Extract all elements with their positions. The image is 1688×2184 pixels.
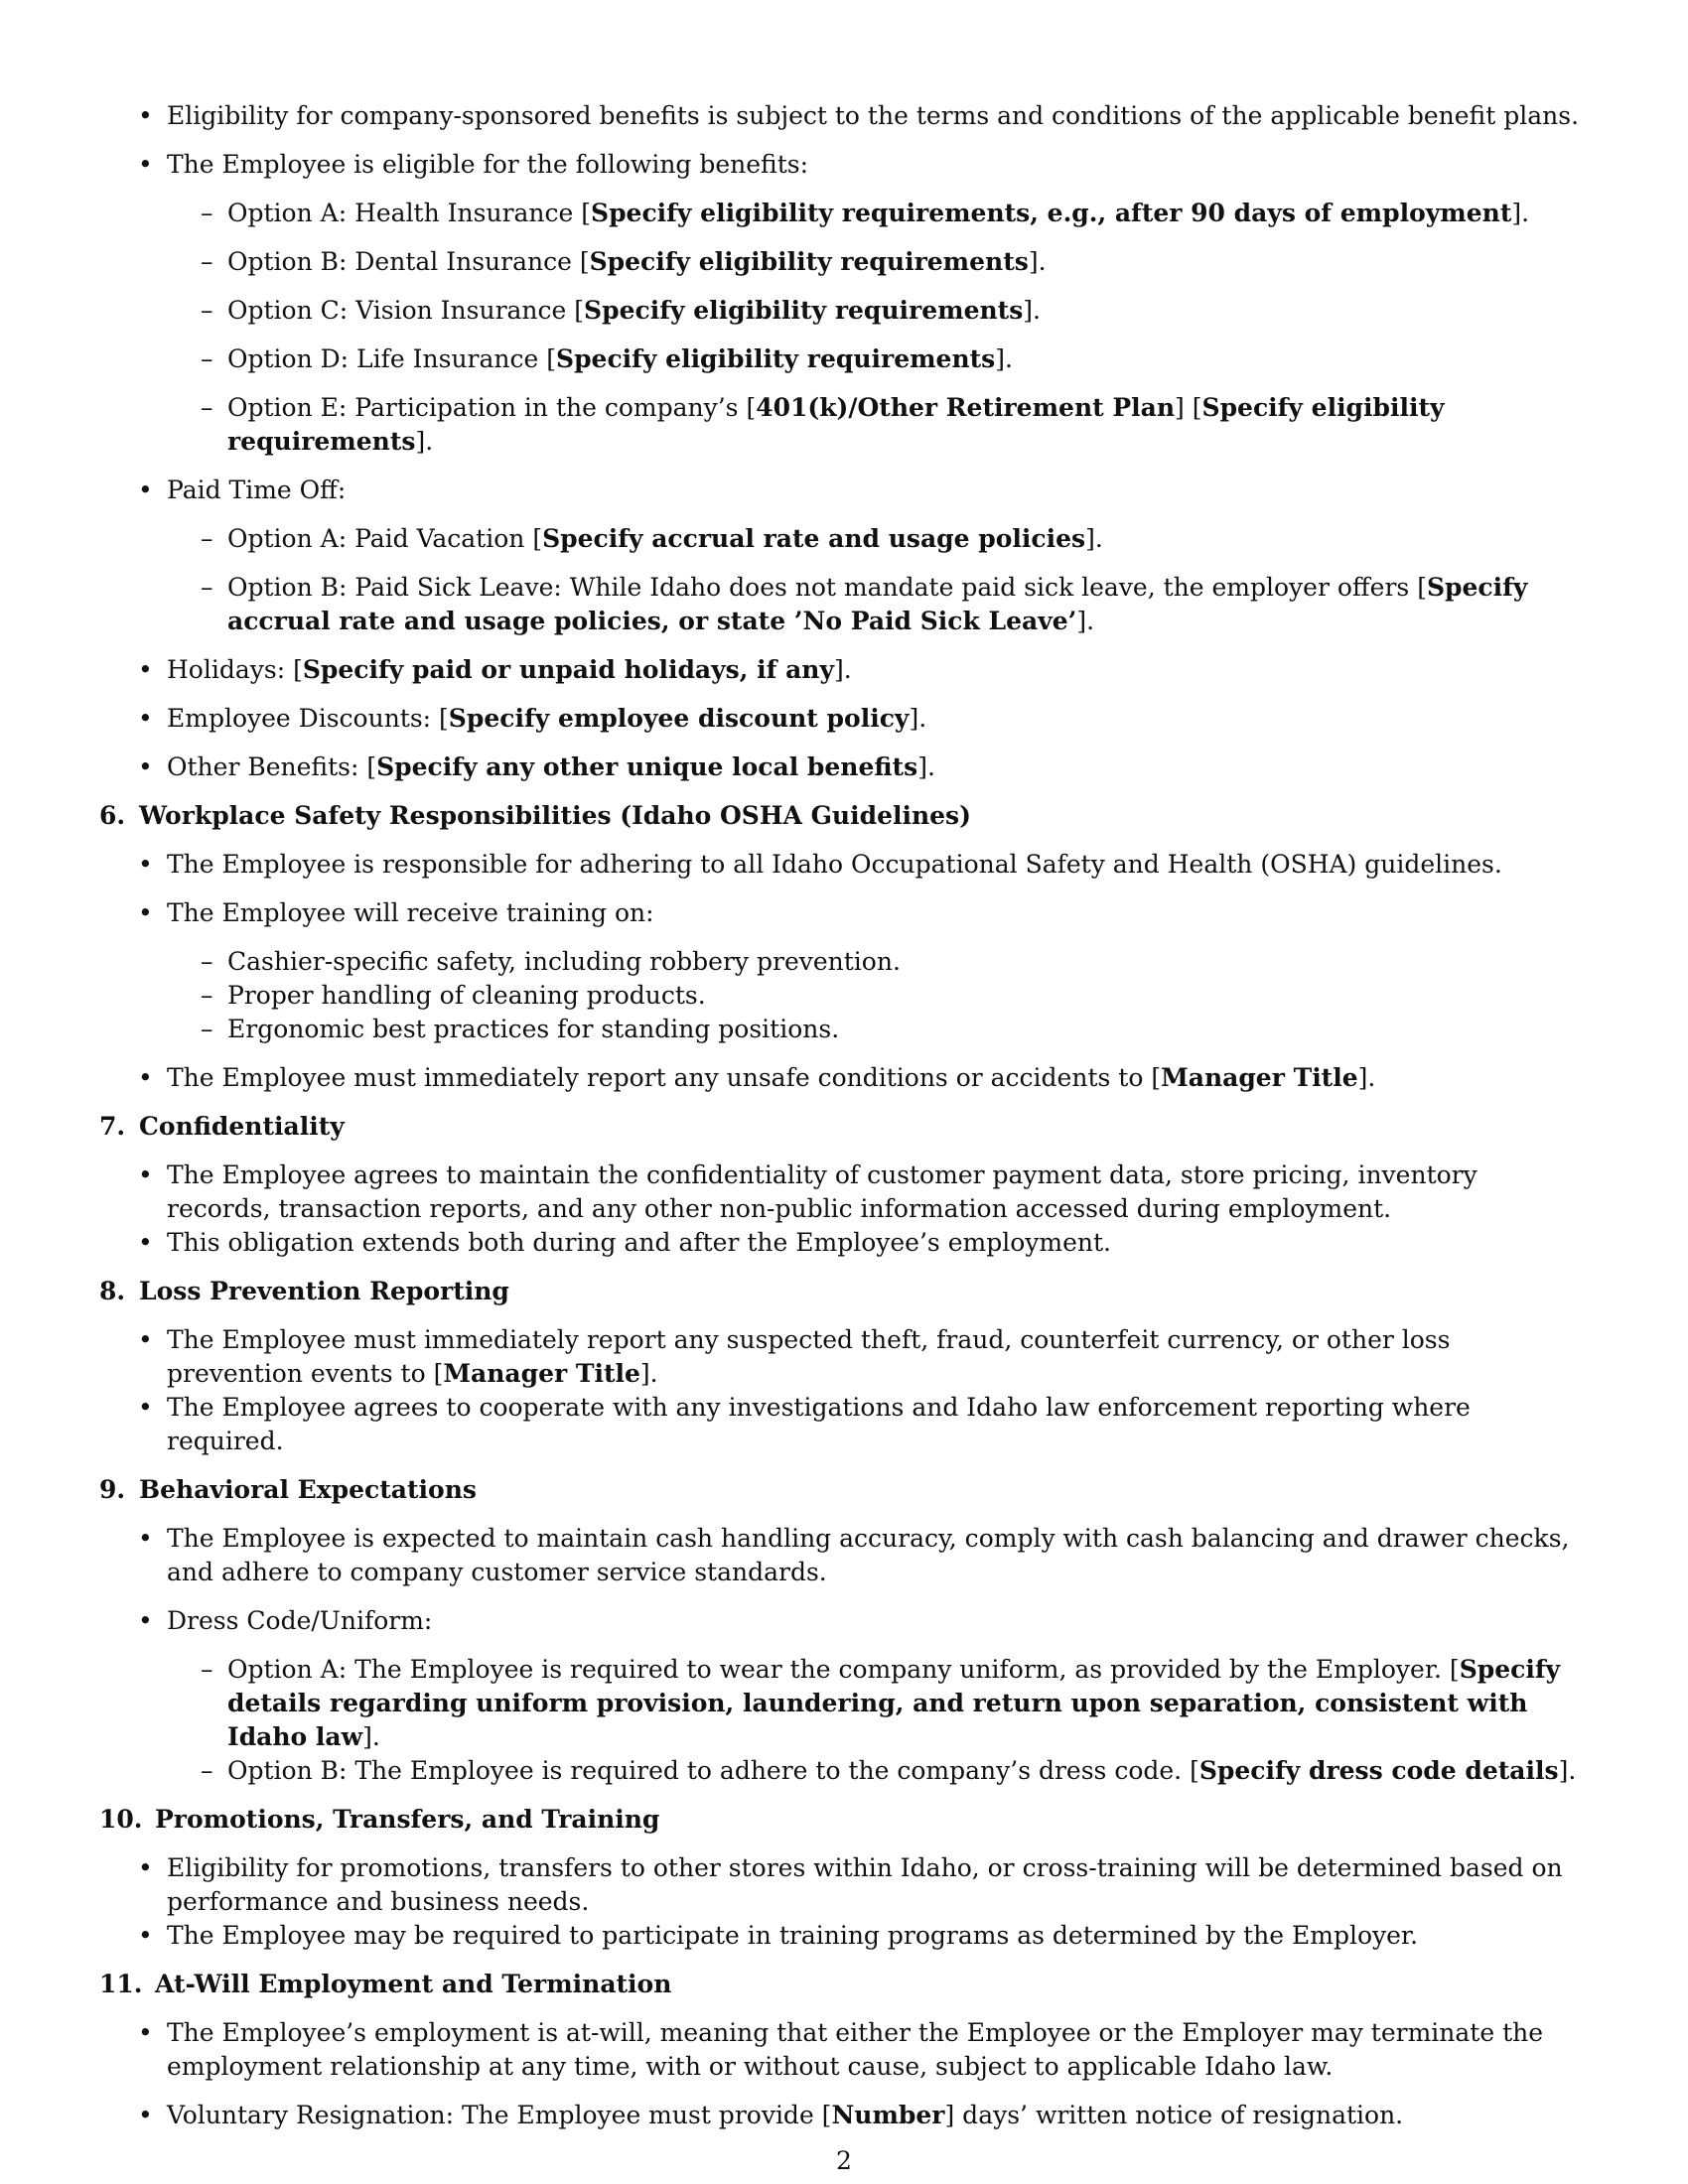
list-item: • The Employee will receive training on: – Cashier-specific safety, including robbery prevention. – Proper handling of cleaning products. – Ergonomic best practices for standing positions. bbox=[99, 896, 1589, 1046]
sub-list-item: – Option A: Health Insurance [Specify eligibility requirements, e.g., after 90 days of employment]. bbox=[167, 197, 1589, 230]
list-item: • Employee Discounts: [Specify employee discount policy]. bbox=[99, 702, 1589, 736]
section-9-list bbox=[99, 1522, 1589, 1788]
section-heading: 8. Loss Prevention Reporting bbox=[99, 1277, 509, 1305]
training-list bbox=[167, 945, 1589, 1046]
sub-list-item: – Option B: Dental Insurance [Specify eligibility requirements]. bbox=[167, 245, 1589, 279]
list-item: • The Employee is responsible for adhering to all Idaho Occupational Safety and Health (OSHA) guidelines. bbox=[99, 848, 1589, 882]
section-heading: 6. Workplace Safety Responsibilities (Idaho OSHA Guidelines) bbox=[99, 801, 971, 830]
sub-list-item: – Option A: The Employee is required to wear the company uniform, as provided by the Employer. [Specify details regarding uniform provision, laundering, and return upon separation, consistent with Idaho law]. bbox=[167, 1653, 1589, 1754]
list-item: • The Employee must immediately report any unsafe conditions or accidents to [Manager Title]. bbox=[99, 1061, 1589, 1095]
sub-list-item: – Option E: Participation in the company’s [401(k)/Other Retirement Plan] [Specify eligibility requirements]. bbox=[167, 391, 1589, 459]
benefit-options-list bbox=[167, 197, 1589, 459]
list-item: • The Employee agrees to maintain the confidentiality of customer payment data, store pricing, inventory records, transaction reports, and any other non-public information accessed during employment. bbox=[99, 1159, 1589, 1226]
sub-list-item: – Proper handling of cleaning products. bbox=[167, 979, 1589, 1013]
section-heading: 9. Behavioral Expectations bbox=[99, 1475, 477, 1504]
sub-list-item: – Cashier-specific safety, including robbery prevention. bbox=[167, 945, 1589, 979]
section-10-list bbox=[99, 1851, 1589, 1953]
list-item: • The Employee is eligible for the following benefits: – Option A: Health Insurance [Specify eligibility requirements, e.g., after 90 days of employment]. – Option B: Dental Insurance [Specify eligibility requirements]. – Option C: Vision Insurance [Specify eligibility requirements]. – Option D: Life Insurance [Specify eligibility requirements]. – Option E: Participation in the company’s [401(k)/Other Retirement Plan] [Specify eligibility requirements]. bbox=[99, 148, 1589, 459]
section-8-list bbox=[99, 1323, 1589, 1458]
list-item: • The Employee may be required to participate in training programs as determined by the Employer. bbox=[99, 1919, 1589, 1953]
list-item: • Paid Time Off: – Option A: Paid Vacation [Specify accrual rate and usage policies]. – Option B: Paid Sick Leave: While Idaho does not mandate paid sick leave, the employer offers [Specify accrual rate and usage policies, or state ’No Paid Sick Leave’]. bbox=[99, 474, 1589, 638]
list-item: • The Employee agrees to cooperate with any investigations and Idaho law enforcement reporting where required. bbox=[99, 1391, 1589, 1458]
list-item: • The Employee is expected to maintain cash handling accuracy, comply with cash balancing and drawer checks, and adhere to company customer service standards. bbox=[99, 1522, 1589, 1589]
list-item: • The Employee must immediately report any suspected theft, fraud, counterfeit currency, or other loss prevention events to [Manager Title]. bbox=[99, 1323, 1589, 1391]
list-item: • Voluntary Resignation: The Employee must provide [Number] days’ written notice of resignation. bbox=[99, 2099, 1589, 2132]
list-item: • This obligation extends both during and after the Employee’s employment. bbox=[99, 1226, 1589, 1260]
section-heading: 10. Promotions, Transfers, and Training bbox=[99, 1805, 660, 1834]
section-7-list bbox=[99, 1159, 1589, 1260]
list-item: • Dress Code/Uniform: – Option A: The Employee is required to wear the company uniform, as provided by the Employer. [Specify details regarding uniform provision, laundering, and return upon separation, consistent with Idaho law]. – Option B: The Employee is required to adhere to the company’s dress code. [Specify dress code details]. bbox=[99, 1604, 1589, 1788]
list-item: • Other Benefits: [Specify any other unique local benefits]. bbox=[99, 751, 1589, 784]
list-item: • Holidays: [Specify paid or unpaid holidays, if any]. bbox=[99, 653, 1589, 687]
section-heading: 11. At-Will Employment and Termination bbox=[99, 1970, 672, 1998]
dress-code-list bbox=[167, 1653, 1589, 1788]
sub-list-item: – Option A: Paid Vacation [Specify accrual rate and usage policies]. bbox=[167, 522, 1589, 556]
page-number: 2 bbox=[836, 2146, 852, 2175]
document-page bbox=[99, 99, 1589, 2147]
section-11-list bbox=[99, 2016, 1589, 2132]
pto-options-list bbox=[167, 522, 1589, 638]
list-item: • Eligibility for company-sponsored benefits is subject to the terms and conditions of the applicable benefit plans. bbox=[99, 99, 1589, 133]
benefits-list bbox=[99, 99, 1589, 784]
sub-list-item: – Option B: Paid Sick Leave: While Idaho does not mandate paid sick leave, the employer offers [Specify accrual rate and usage policies, or state ’No Paid Sick Leave’]. bbox=[167, 571, 1589, 638]
list-item: • Eligibility for promotions, transfers to other stores within Idaho, or cross-training will be determined based on performance and business needs. bbox=[99, 1851, 1589, 1919]
section-6-list bbox=[99, 848, 1589, 1095]
sub-list-item: – Ergonomic best practices for standing positions. bbox=[167, 1013, 1589, 1046]
section-heading: 7. Confidentiality bbox=[99, 1112, 345, 1141]
sub-list-item: – Option D: Life Insurance [Specify eligibility requirements]. bbox=[167, 342, 1589, 376]
sub-list-item: – Option C: Vision Insurance [Specify eligibility requirements]. bbox=[167, 294, 1589, 328]
sub-list-item: – Option B: The Employee is required to adhere to the company’s dress code. [Specify dress code details]. bbox=[167, 1754, 1589, 1788]
list-item: • The Employee’s employment is at-will, meaning that either the Employee or the Employer may terminate the employment relationship at any time, with or without cause, subject to applicable Idaho law. bbox=[99, 2016, 1589, 2084]
